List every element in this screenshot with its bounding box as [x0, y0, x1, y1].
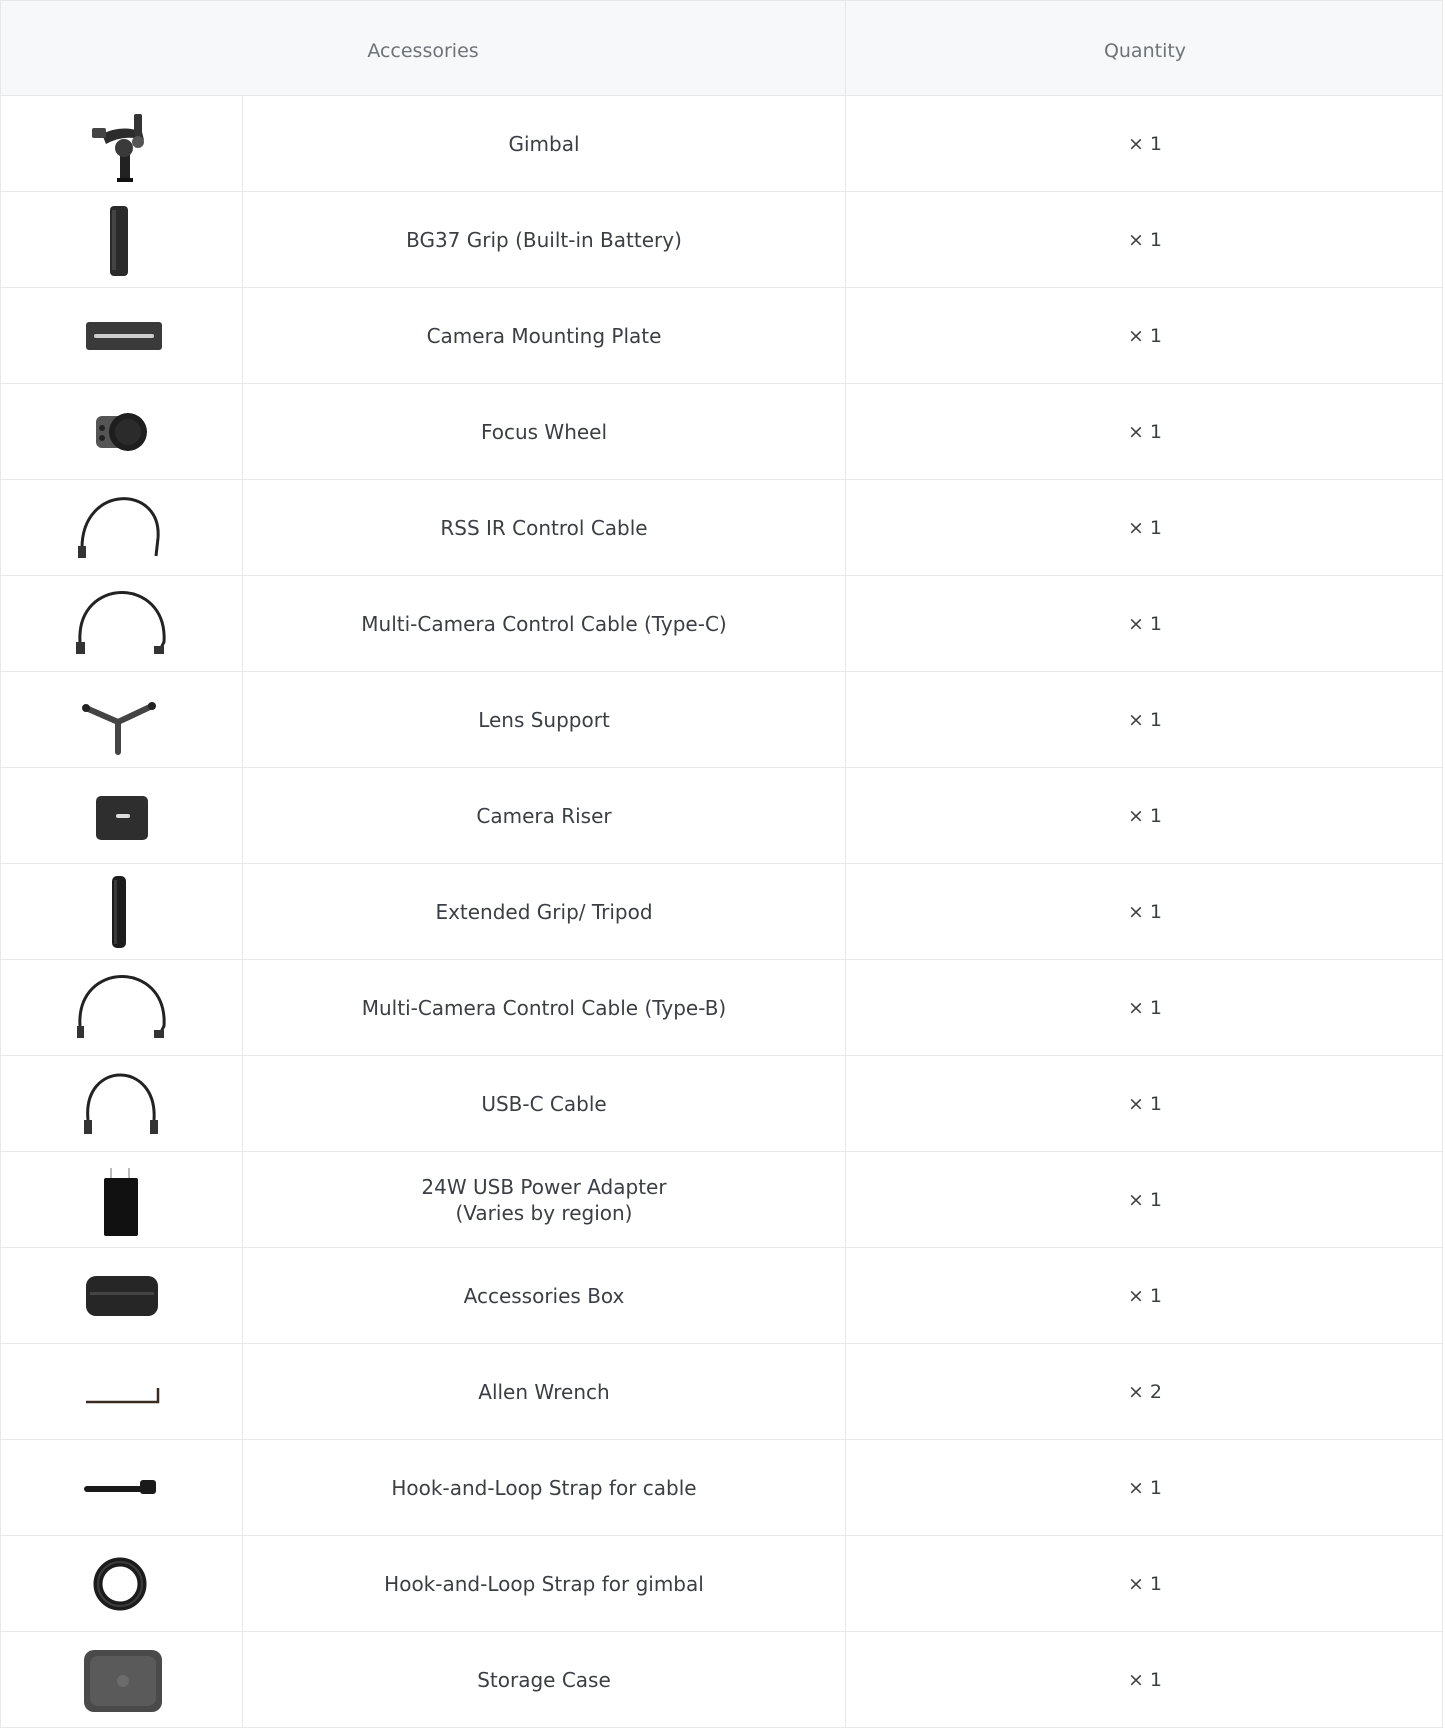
item-name: Gimbal	[243, 96, 846, 191]
item-image-cell	[1, 864, 243, 959]
item-name: RSS IR Control Cable	[243, 480, 846, 575]
quantity-column-header: Quantity	[1103, 40, 1187, 62]
storage-case-icon	[72, 1640, 172, 1720]
table-row	[0, 288, 1443, 384]
item-quantity: × 2	[1127, 1380, 1163, 1403]
item-image-cell	[1, 96, 243, 191]
grip-icon	[72, 200, 172, 280]
item-name: Camera Mounting Plate	[243, 288, 846, 383]
gimbal-icon	[72, 104, 172, 184]
table-row	[0, 1632, 1443, 1728]
lens-support-icon	[72, 680, 172, 760]
item-quantity: × 1	[1127, 900, 1163, 923]
item-image-cell	[1, 1536, 243, 1631]
item-image-cell	[1, 672, 243, 767]
item-name: Hook-and-Loop Strap for gimbal	[243, 1536, 846, 1631]
item-quantity: × 1	[1127, 612, 1163, 635]
item-quantity: × 1	[1127, 132, 1163, 155]
table-header	[0, 0, 1443, 96]
item-quantity: × 1	[1127, 1668, 1163, 1691]
table-row	[0, 960, 1443, 1056]
item-quantity: × 1	[1127, 420, 1163, 443]
cable-strap-icon	[72, 1448, 172, 1528]
item-quantity: × 1	[1127, 1284, 1163, 1307]
gimbal-strap-icon	[72, 1544, 172, 1624]
item-quantity: × 1	[1127, 708, 1163, 731]
ir-cable-icon	[72, 488, 172, 568]
item-image-cell	[1, 960, 243, 1055]
camera-riser-icon	[72, 776, 172, 856]
item-name: USB-C Cable	[243, 1056, 846, 1151]
item-image-cell	[1, 1248, 243, 1343]
item-image-cell	[1, 1440, 243, 1535]
table-row	[0, 1440, 1443, 1536]
item-quantity: × 1	[1127, 324, 1163, 347]
tripod-icon	[72, 872, 172, 952]
table-row	[0, 384, 1443, 480]
item-quantity: × 1	[1127, 228, 1163, 251]
item-image-cell	[1, 768, 243, 863]
type-c-cable-icon	[72, 584, 172, 664]
table-row	[0, 864, 1443, 960]
item-name: Extended Grip/ Tripod	[243, 864, 846, 959]
item-quantity: × 1	[1127, 804, 1163, 827]
item-name: Allen Wrench	[243, 1344, 846, 1439]
table-row	[0, 768, 1443, 864]
item-image-cell	[1, 384, 243, 479]
power-adapter-icon	[72, 1160, 172, 1240]
table-row	[0, 1152, 1443, 1248]
accessories-box-icon	[72, 1256, 172, 1336]
accessories-column-header: Accessories	[1, 1, 846, 97]
item-name: Storage Case	[243, 1632, 846, 1727]
item-image-cell	[1, 1152, 243, 1247]
table-row	[0, 1344, 1443, 1440]
item-image-cell	[1, 288, 243, 383]
table-row	[0, 672, 1443, 768]
item-name: BG37 Grip (Built-in Battery)	[243, 192, 846, 287]
item-quantity: × 1	[1127, 1572, 1163, 1595]
item-image-cell	[1, 480, 243, 575]
item-name: Camera Riser	[243, 768, 846, 863]
table-row	[0, 96, 1443, 192]
item-name: Hook-and-Loop Strap for cable	[243, 1440, 846, 1535]
item-image-cell	[1, 576, 243, 671]
table-row	[0, 480, 1443, 576]
item-quantity: × 1	[1127, 1092, 1163, 1115]
item-quantity: × 1	[1127, 516, 1163, 539]
table-row	[0, 192, 1443, 288]
item-image-cell	[1, 1632, 243, 1727]
mounting-plate-icon	[72, 296, 172, 376]
item-image-cell	[1, 1056, 243, 1151]
focus-wheel-icon	[72, 392, 172, 472]
table-row	[0, 1248, 1443, 1344]
item-name: Accessories Box	[243, 1248, 846, 1343]
item-name: Lens Support	[243, 672, 846, 767]
item-name: Multi-Camera Control Cable (Type-C)	[243, 576, 846, 671]
item-image-cell	[1, 192, 243, 287]
allen-wrench-icon	[72, 1352, 172, 1432]
item-quantity: × 1	[1127, 996, 1163, 1019]
item-image-cell	[1, 1344, 243, 1439]
item-name: Focus Wheel	[243, 384, 846, 479]
table-row	[0, 1056, 1443, 1152]
item-name: Multi-Camera Control Cable (Type-B)	[243, 960, 846, 1055]
item-quantity: × 1	[1127, 1476, 1163, 1499]
usb-c-cable-icon	[72, 1064, 172, 1144]
item-name: 24W USB Power Adapter (Varies by region)	[243, 1152, 846, 1247]
type-b-cable-icon	[72, 968, 172, 1048]
item-quantity: × 1	[1127, 1188, 1163, 1211]
table-row	[0, 576, 1443, 672]
table-row	[0, 1536, 1443, 1632]
